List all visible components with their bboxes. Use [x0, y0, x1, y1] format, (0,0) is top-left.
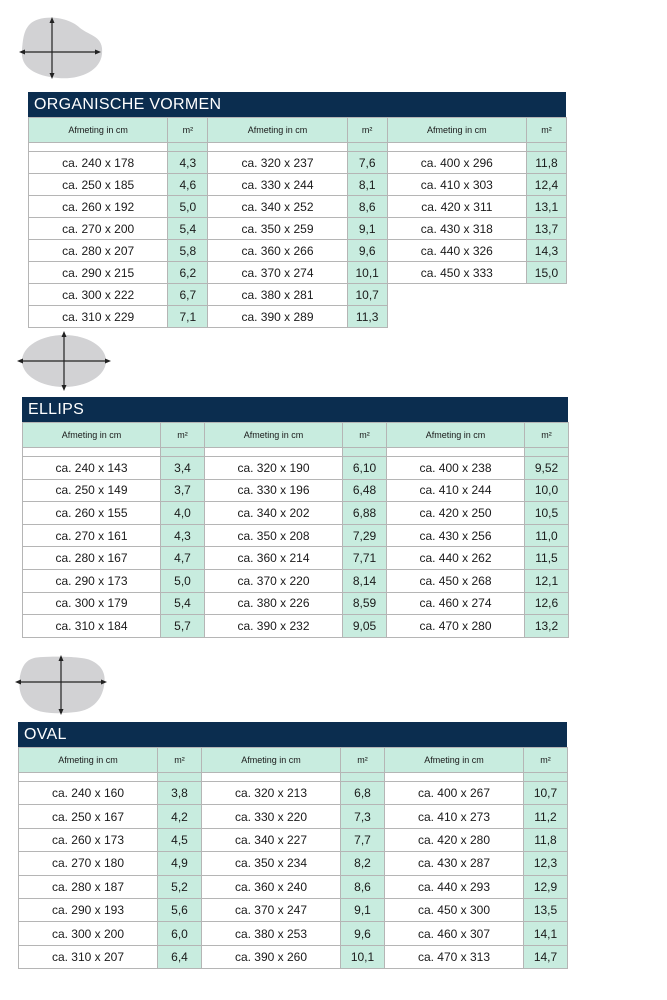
column-header-size: Afmeting in cm [387, 118, 526, 143]
area-cell: 7,29 [343, 524, 387, 547]
area-cell: 8,6 [347, 196, 387, 218]
area-cell: 3,7 [161, 479, 205, 502]
area-cell: 6,48 [343, 479, 387, 502]
size-cell: ca. 360 x 240 [202, 875, 341, 898]
area-cell: 4,0 [161, 502, 205, 525]
area-cell: 6,7 [168, 284, 208, 306]
area-cell: 13,2 [525, 615, 569, 638]
size-cell: ca. 330 x 220 [202, 805, 341, 828]
area-cell: 4,2 [158, 805, 202, 828]
table-header-row [19, 748, 568, 773]
size-cell: ca. 240 x 143 [23, 457, 161, 480]
area-cell: 9,05 [343, 615, 387, 638]
size-cell: ca. 430 x 287 [385, 852, 524, 875]
table-row [23, 547, 569, 570]
area-cell: 4,6 [168, 174, 208, 196]
size-cell: ca. 320 x 213 [202, 782, 341, 805]
table-row [19, 805, 568, 828]
size-cell: ca. 420 x 311 [387, 196, 526, 218]
column-header-size: Afmeting in cm [387, 423, 525, 448]
area-cell: 8,14 [343, 569, 387, 592]
size-cell: ca. 390 x 260 [202, 945, 341, 968]
column-header-size: Afmeting in cm [202, 748, 341, 773]
table-row [29, 306, 567, 328]
area-cell: 9,6 [341, 922, 385, 945]
area-cell: 8,59 [343, 592, 387, 615]
size-cell: ca. 320 x 190 [205, 457, 343, 480]
table-row [19, 898, 568, 921]
area-cell: 5,4 [161, 592, 205, 615]
area-cell: 14,1 [524, 922, 568, 945]
area-cell: 4,3 [161, 524, 205, 547]
table-row [29, 262, 567, 284]
section-title: OVAL [18, 722, 567, 747]
table-header-row [23, 423, 569, 448]
area-cell: 14,3 [526, 240, 566, 262]
ellipse-shape-icon [16, 330, 112, 392]
size-cell: ca. 420 x 250 [387, 502, 525, 525]
section-title: ELLIPS [22, 397, 568, 422]
table-row [19, 852, 568, 875]
table-row [23, 592, 569, 615]
column-header-area: m² [168, 118, 208, 143]
table-row [29, 284, 567, 306]
size-cell: ca. 400 x 296 [387, 152, 526, 174]
size-cell: ca. 410 x 303 [387, 174, 526, 196]
size-cell: ca. 460 x 274 [387, 592, 525, 615]
size-cell: ca. 340 x 252 [208, 196, 347, 218]
area-cell: 6,8 [341, 782, 385, 805]
column-header-area: m² [526, 118, 566, 143]
size-cell: ca. 330 x 244 [208, 174, 347, 196]
size-cell: ca. 260 x 192 [29, 196, 168, 218]
table-row [23, 524, 569, 547]
size-cell: ca. 300 x 222 [29, 284, 168, 306]
size-cell: ca. 350 x 234 [202, 852, 341, 875]
size-cell: ca. 250 x 185 [29, 174, 168, 196]
size-cell: ca. 280 x 187 [19, 875, 158, 898]
section-title: ORGANISCHE VORMEN [28, 92, 566, 117]
area-cell: 7,7 [341, 828, 385, 851]
size-cell: ca. 430 x 318 [387, 218, 526, 240]
column-header-size: Afmeting in cm [208, 118, 347, 143]
area-cell: 3,8 [158, 782, 202, 805]
area-cell: 6,88 [343, 502, 387, 525]
section-organic [28, 92, 566, 328]
column-header-area: m² [525, 423, 569, 448]
oval-shape-icon [14, 654, 108, 716]
size-cell: ca. 440 x 293 [385, 875, 524, 898]
area-cell: 9,1 [347, 218, 387, 240]
area-cell: 6,2 [168, 262, 208, 284]
size-table [28, 117, 567, 328]
size-cell: ca. 240 x 160 [19, 782, 158, 805]
section-ellips [22, 397, 568, 638]
area-cell: 11,0 [525, 524, 569, 547]
size-cell: ca. 310 x 229 [29, 306, 168, 328]
area-cell: 6,0 [158, 922, 202, 945]
area-cell: 4,3 [168, 152, 208, 174]
table-row [29, 174, 567, 196]
area-cell: 13,1 [526, 196, 566, 218]
column-header-size: Afmeting in cm [29, 118, 168, 143]
size-cell: ca. 260 x 155 [23, 502, 161, 525]
table-row [29, 218, 567, 240]
size-cell: ca. 250 x 167 [19, 805, 158, 828]
size-cell: ca. 370 x 220 [205, 569, 343, 592]
area-cell: 10,0 [525, 479, 569, 502]
area-cell: 11,3 [347, 306, 387, 328]
size-cell: ca. 380 x 281 [208, 284, 347, 306]
table-row [29, 196, 567, 218]
size-table [18, 747, 568, 969]
size-cell: ca. 240 x 178 [29, 152, 168, 174]
size-cell: ca. 360 x 266 [208, 240, 347, 262]
size-cell: ca. 350 x 259 [208, 218, 347, 240]
area-cell: 13,7 [526, 218, 566, 240]
size-cell: ca. 460 x 307 [385, 922, 524, 945]
organic-shape-icon [18, 14, 106, 84]
size-cell: ca. 290 x 173 [23, 569, 161, 592]
table-row [23, 615, 569, 638]
table-row [19, 875, 568, 898]
size-cell: ca. 450 x 333 [387, 262, 526, 284]
table-row [23, 502, 569, 525]
column-header-area: m² [343, 423, 387, 448]
area-cell: 14,7 [524, 945, 568, 968]
table-row [19, 828, 568, 851]
size-cell: ca. 280 x 207 [29, 240, 168, 262]
area-cell: 12,3 [524, 852, 568, 875]
size-cell: ca. 450 x 300 [385, 898, 524, 921]
area-cell: 12,1 [525, 569, 569, 592]
column-header-size: Afmeting in cm [23, 423, 161, 448]
area-cell: 5,4 [168, 218, 208, 240]
table-row [23, 479, 569, 502]
area-cell: 11,8 [526, 152, 566, 174]
table-row [19, 945, 568, 968]
size-cell: ca. 340 x 202 [205, 502, 343, 525]
area-cell: 7,6 [347, 152, 387, 174]
size-cell: ca. 270 x 180 [19, 852, 158, 875]
table-header-row [29, 118, 567, 143]
size-cell: ca. 270 x 200 [29, 218, 168, 240]
column-header-area: m² [158, 748, 202, 773]
area-cell: 11,8 [524, 828, 568, 851]
size-cell: ca. 350 x 208 [205, 524, 343, 547]
section-oval [18, 722, 567, 969]
size-cell: ca. 280 x 167 [23, 547, 161, 570]
column-header-area: m² [161, 423, 205, 448]
area-cell: 9,6 [347, 240, 387, 262]
area-cell: 13,5 [524, 898, 568, 921]
area-cell: 5,0 [161, 569, 205, 592]
area-cell: 7,71 [343, 547, 387, 570]
size-cell: ca. 320 x 237 [208, 152, 347, 174]
size-cell: ca. 410 x 244 [387, 479, 525, 502]
area-cell: 9,52 [525, 457, 569, 480]
size-cell: ca. 380 x 253 [202, 922, 341, 945]
size-cell: ca. 390 x 232 [205, 615, 343, 638]
size-cell: ca. 440 x 326 [387, 240, 526, 262]
area-cell: 10,1 [347, 262, 387, 284]
size-cell: ca. 370 x 247 [202, 898, 341, 921]
area-cell: 10,7 [347, 284, 387, 306]
table-row [23, 569, 569, 592]
area-cell: 12,6 [525, 592, 569, 615]
size-cell: ca. 340 x 227 [202, 828, 341, 851]
area-cell: 3,4 [161, 457, 205, 480]
area-cell: 7,1 [168, 306, 208, 328]
area-cell: 12,9 [524, 875, 568, 898]
area-cell: 5,8 [168, 240, 208, 262]
size-cell: ca. 330 x 196 [205, 479, 343, 502]
size-cell: ca. 290 x 215 [29, 262, 168, 284]
area-cell: 7,3 [341, 805, 385, 828]
area-cell: 9,1 [341, 898, 385, 921]
size-cell: ca. 420 x 280 [385, 828, 524, 851]
size-cell: ca. 310 x 207 [19, 945, 158, 968]
area-cell: 15,0 [526, 262, 566, 284]
size-cell: ca. 410 x 273 [385, 805, 524, 828]
table-row [29, 240, 567, 262]
area-cell: 5,6 [158, 898, 202, 921]
size-cell: ca. 360 x 214 [205, 547, 343, 570]
size-cell: ca. 440 x 262 [387, 547, 525, 570]
column-header-area: m² [347, 118, 387, 143]
size-cell: ca. 430 x 256 [387, 524, 525, 547]
column-header-area: m² [341, 748, 385, 773]
column-header-size: Afmeting in cm [385, 748, 524, 773]
size-cell: ca. 260 x 173 [19, 828, 158, 851]
size-cell: ca. 400 x 267 [385, 782, 524, 805]
size-cell: ca. 390 x 289 [208, 306, 347, 328]
size-cell: ca. 370 x 274 [208, 262, 347, 284]
area-cell: 5,2 [158, 875, 202, 898]
table-row [19, 782, 568, 805]
area-cell: 11,5 [525, 547, 569, 570]
area-cell: 10,1 [341, 945, 385, 968]
area-cell: 6,10 [343, 457, 387, 480]
column-header-size: Afmeting in cm [205, 423, 343, 448]
column-header-area: m² [524, 748, 568, 773]
size-cell: ca. 470 x 280 [387, 615, 525, 638]
area-cell: 12,4 [526, 174, 566, 196]
size-cell: ca. 300 x 200 [19, 922, 158, 945]
size-cell: ca. 380 x 226 [205, 592, 343, 615]
area-cell: 8,1 [347, 174, 387, 196]
area-cell: 10,5 [525, 502, 569, 525]
area-cell: 5,7 [161, 615, 205, 638]
table-row [23, 457, 569, 480]
area-cell: 4,7 [161, 547, 205, 570]
size-cell: ca. 290 x 193 [19, 898, 158, 921]
area-cell: 8,2 [341, 852, 385, 875]
column-header-size: Afmeting in cm [19, 748, 158, 773]
table-row [29, 152, 567, 174]
size-table [22, 422, 569, 638]
size-cell: ca. 470 x 313 [385, 945, 524, 968]
area-cell: 5,0 [168, 196, 208, 218]
size-cell: ca. 400 x 238 [387, 457, 525, 480]
table-row [19, 922, 568, 945]
size-cell: ca. 310 x 184 [23, 615, 161, 638]
area-cell: 4,5 [158, 828, 202, 851]
size-cell: ca. 250 x 149 [23, 479, 161, 502]
area-cell: 8,6 [341, 875, 385, 898]
area-cell: 4,9 [158, 852, 202, 875]
area-cell: 11,2 [524, 805, 568, 828]
area-cell: 6,4 [158, 945, 202, 968]
size-cell: ca. 450 x 268 [387, 569, 525, 592]
size-cell: ca. 300 x 179 [23, 592, 161, 615]
area-cell: 10,7 [524, 782, 568, 805]
size-cell: ca. 270 x 161 [23, 524, 161, 547]
